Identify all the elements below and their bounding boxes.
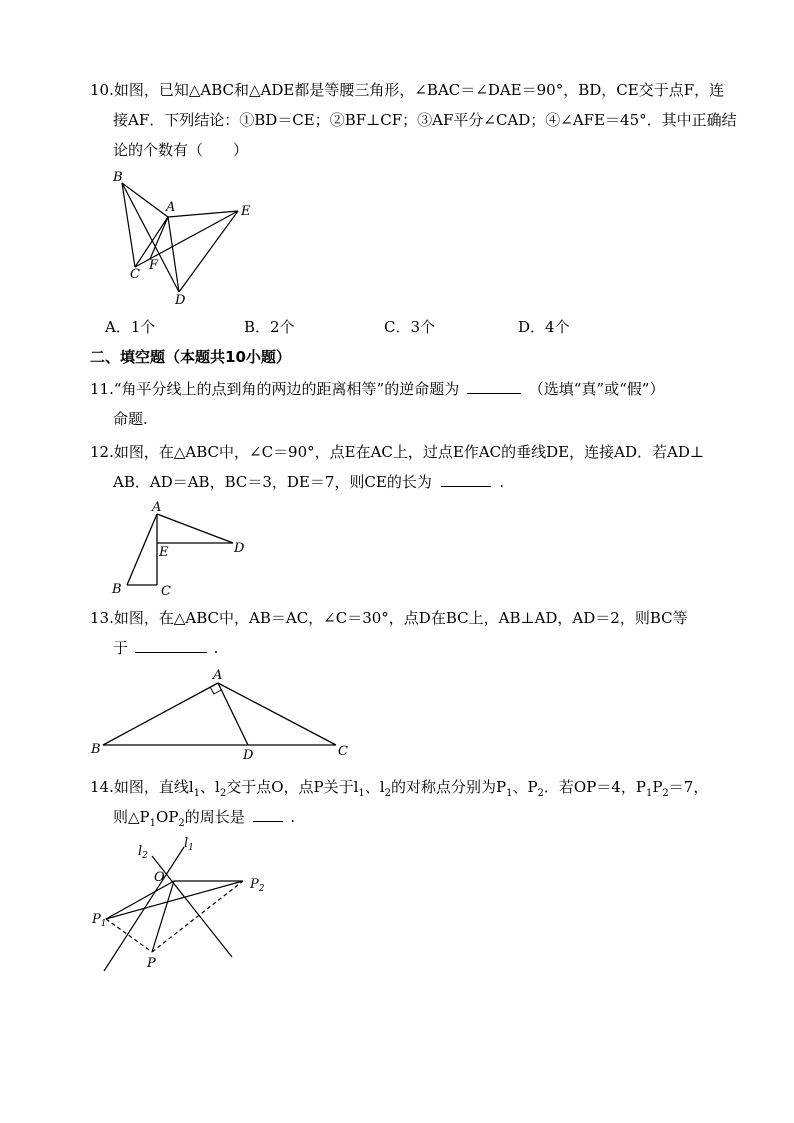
q14-text-g: ．若OP＝4，P (543, 778, 646, 796)
q14-line-2 (113, 806, 295, 828)
label-P: P (147, 956, 156, 971)
q14-sub: 2 (178, 818, 185, 829)
q14-text-2a: 则△P (113, 808, 150, 826)
choice-c[interactable]: C．3个 (384, 318, 436, 336)
label-O: O (154, 870, 165, 885)
q10-line-1: 10.如图，已知△ABC和△ADE都是等腰三角形，∠BAC＝∠DAE＝90°，BD，CE交于点F，连 (90, 81, 725, 99)
segment-AB (103, 683, 218, 745)
q12-figure (105, 500, 255, 600)
q14-sub: 1 (193, 788, 201, 799)
q14-text-i: ＝7， (668, 778, 709, 796)
label-E: E (241, 204, 251, 219)
label-l2: $l_2$ (138, 844, 148, 861)
q14-text-2d: . (290, 808, 296, 826)
q12-text-b: . (499, 473, 505, 491)
label-B: B (91, 742, 101, 757)
q11-line-2: 命题. (113, 410, 148, 428)
answer-blank-12[interactable] (441, 472, 491, 487)
label-C: C (161, 584, 171, 599)
q14-sub: 1 (506, 788, 513, 799)
q13-text-a: 于 (113, 639, 129, 657)
label-P2: $P_2$ (250, 877, 265, 894)
q14-sub: 2 (662, 788, 669, 799)
q14-text-c: 交于点O，点P关于l (226, 778, 359, 796)
q11-line-1 (90, 378, 664, 400)
label-D: D (175, 293, 186, 308)
label-B: B (113, 170, 123, 185)
q13-text-b: . (213, 639, 219, 657)
segment-BA (122, 183, 168, 217)
q14-sub: 2 (384, 788, 391, 799)
section-heading: 二、填空题（本题共10小题） (90, 348, 291, 366)
label-F: F (149, 258, 159, 273)
q12-text-a: AB．AD＝AB，BC＝3，DE＝7，则CE的长为 (113, 473, 432, 491)
q14-sub: 1 (358, 788, 365, 799)
label-A: A (213, 668, 223, 683)
answer-blank-11[interactable] (467, 379, 521, 394)
label-C: C (338, 744, 348, 759)
q13-line-1: 13.如图，在△ABC中，AB＝AC，∠C＝30°，点D在BC上，AB⊥AD，AD＝2，则BC等 (90, 609, 688, 627)
segment-AD (157, 514, 233, 543)
choice-b[interactable]: B．2个 (244, 318, 295, 336)
label-A: A (152, 500, 162, 515)
answer-blank-14[interactable] (253, 807, 283, 822)
choice-a[interactable]: A．1个 (105, 318, 156, 336)
label-D: D (234, 541, 245, 556)
q14-figure (88, 835, 278, 975)
label-A: A (166, 200, 176, 215)
q14-text-d: 、l (364, 778, 385, 796)
right-angle-mark (210, 687, 221, 694)
choice-d[interactable]: D．4个 (518, 318, 570, 336)
segment-PP2-dashed (152, 881, 243, 952)
label-C: C (130, 267, 140, 282)
q12-line-2 (113, 471, 504, 493)
q14-sub: 1 (149, 818, 157, 829)
q10-line-2: 接AF．下列结论：①BD＝CE；②BF⊥CF；③AF平分∠CAD；④∠AFE＝45°．其中正确结 (113, 111, 737, 129)
q11-text-b: （选填“真”或“假”） (528, 380, 665, 398)
q13-line-2 (113, 637, 218, 659)
q11-text-a: 11.“角平分线上的点到角的两边的距离相等”的逆命题为 (90, 380, 460, 398)
label-B: B (112, 582, 122, 597)
segment-P1P-dashed (106, 919, 152, 952)
q14-text-f: 、P (512, 778, 538, 796)
segment-P1P2 (106, 881, 243, 919)
q14-text-2c: 的周长是 (184, 808, 245, 826)
q14-sub: 2 (537, 788, 544, 799)
q12-line-1: 12.如图，在△ABC中，∠C＝90°，点E在AC上，过点E作AC的垂线DE，连接AD．若AD⊥ (90, 443, 704, 461)
label-D: D (243, 748, 254, 763)
q14-text-a: 14.如图，直线l (90, 778, 194, 796)
label-P1: $P_1$ (92, 912, 107, 929)
segment-AD (218, 683, 248, 745)
q14-sub: 2 (219, 788, 227, 799)
q10-figure (100, 165, 270, 315)
answer-blank-13[interactable] (135, 638, 207, 653)
segment-AB (127, 514, 157, 585)
label-E: E (159, 545, 169, 560)
segment-ED (179, 211, 238, 292)
q14-sub: 1 (645, 788, 653, 799)
q14-text-b: 、l (200, 778, 220, 796)
q14-text-2b: OP (156, 808, 179, 826)
q10-line-3: 论的个数有（ ） (113, 141, 249, 159)
q14-line-1 (90, 776, 708, 798)
q14-text-e: 的对称点分别为P (390, 778, 507, 796)
label-l1: $l_1$ (184, 836, 194, 853)
segment-AC (218, 683, 336, 745)
q14-text-h: P (652, 778, 663, 796)
q13-figure (88, 665, 358, 763)
